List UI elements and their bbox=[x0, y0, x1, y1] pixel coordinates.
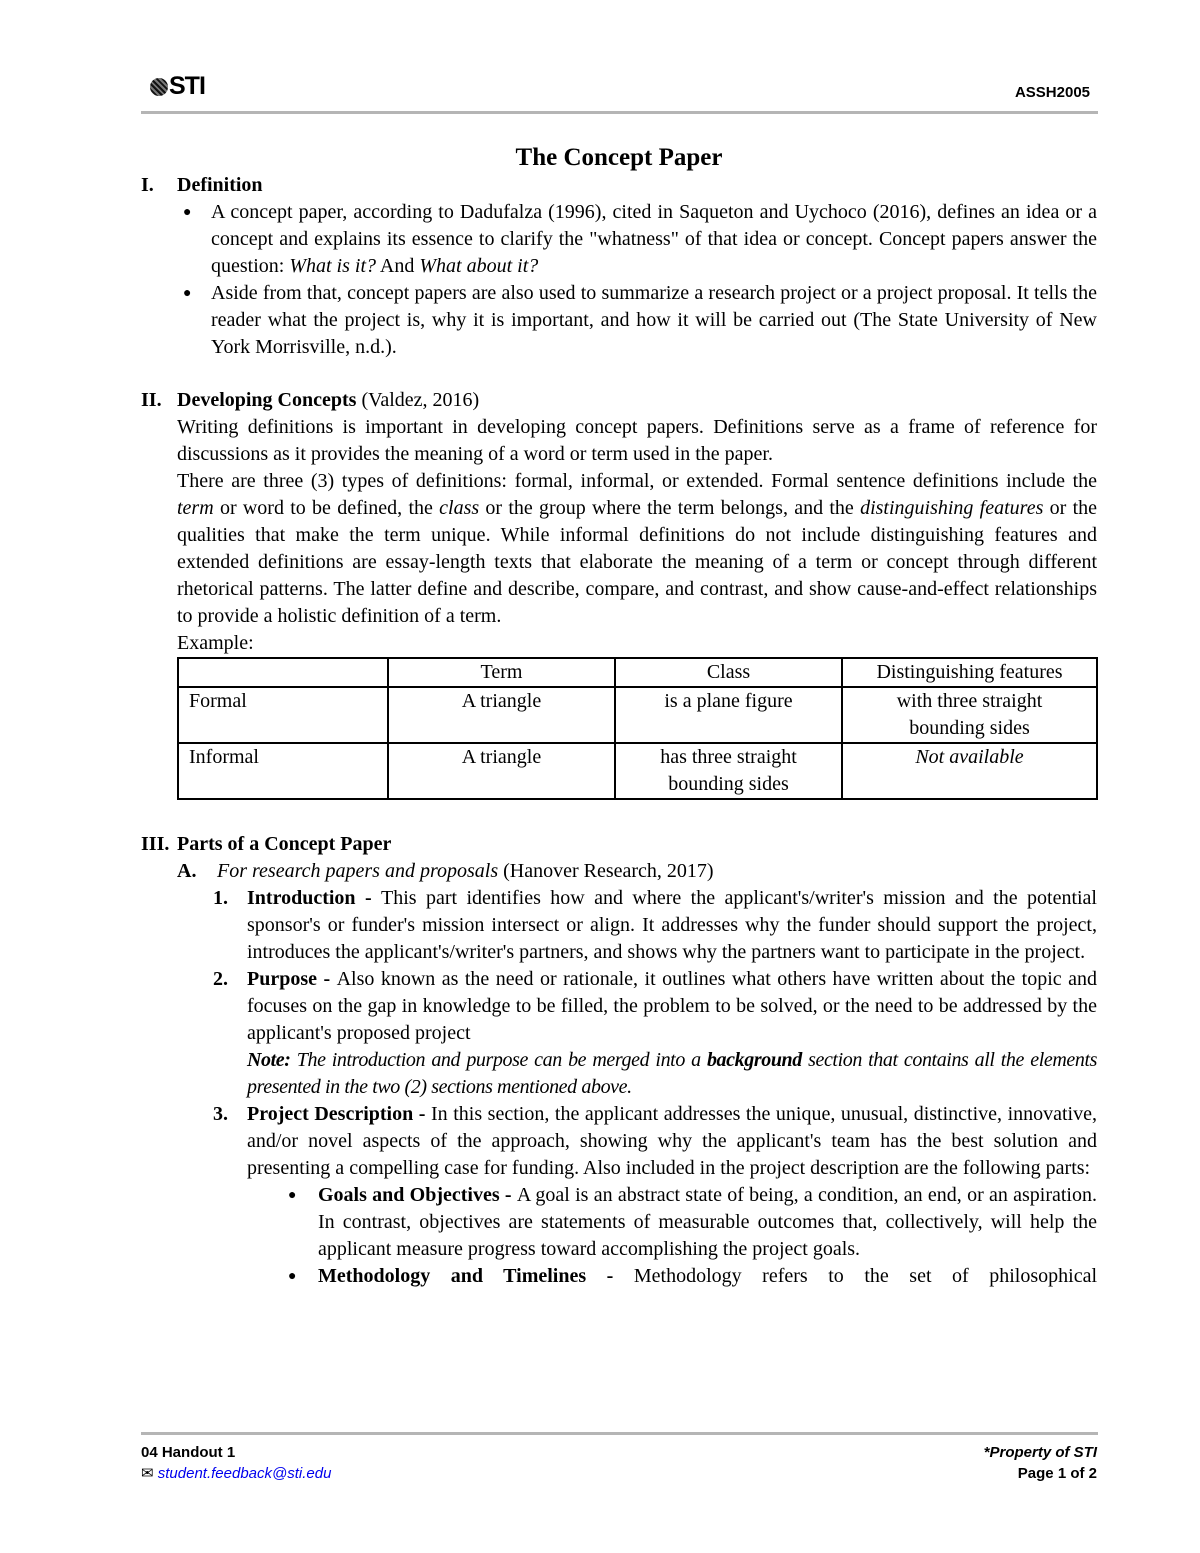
sub-bullet-item bbox=[288, 1182, 1097, 1263]
item-text bbox=[247, 966, 1097, 1047]
item-number: 2. bbox=[213, 968, 228, 990]
text-run: What is it? bbox=[289, 255, 377, 277]
bullet-item bbox=[177, 280, 1097, 361]
footer-left bbox=[141, 1442, 331, 1484]
item-text bbox=[247, 1101, 1097, 1182]
numbered-item bbox=[213, 966, 1097, 1101]
item-number: 3. bbox=[213, 1103, 228, 1125]
text-run: Goals and Objectives - bbox=[318, 1184, 517, 1206]
footer-right bbox=[984, 1442, 1097, 1484]
table-cell: Formal bbox=[178, 687, 388, 743]
text-run: class bbox=[439, 497, 480, 519]
section-numeral: III. bbox=[141, 833, 170, 855]
section-heading bbox=[141, 387, 1097, 414]
sub-bullet-item bbox=[288, 1263, 1097, 1290]
subsection-title: For research papers and proposals bbox=[217, 860, 499, 882]
handout-label: 04 Handout 1 bbox=[141, 1444, 236, 1461]
table-cell: A triangle bbox=[388, 687, 615, 743]
table-row bbox=[178, 743, 1097, 799]
globe-icon bbox=[150, 78, 168, 96]
table-cell: A triangle bbox=[388, 743, 615, 799]
subsection-citation: (Hanover Research, 2017) bbox=[498, 860, 714, 882]
table-header-row bbox=[178, 658, 1097, 687]
table-header: Class bbox=[615, 658, 842, 687]
section-heading bbox=[141, 172, 1097, 199]
table-cell: Informal bbox=[178, 743, 388, 799]
paragraph bbox=[177, 630, 1097, 657]
text-run: What about it? bbox=[419, 255, 539, 277]
note-text bbox=[247, 1047, 1097, 1101]
text-run: And bbox=[376, 255, 420, 277]
text-run: section that contains all the elements presented in the two (2) sections mentioned above. bbox=[247, 1049, 1097, 1098]
text-run: Methodology and Timelines - bbox=[318, 1265, 634, 1287]
section-title: Developing Concepts bbox=[177, 389, 357, 411]
header-divider bbox=[141, 111, 1098, 114]
envelope-icon: ✉ bbox=[141, 1465, 154, 1482]
text-run: Example: bbox=[177, 632, 254, 654]
paragraph bbox=[177, 414, 1097, 468]
text-run: Writing definitions is important in developing concept papers. Definitions serve as a frame of reference for discussions as it provides the meaning of a word or term used in the paper. bbox=[177, 416, 1097, 465]
section-numeral: II. bbox=[141, 389, 162, 411]
table-header: Distinguishing features bbox=[842, 658, 1097, 687]
bullet-item bbox=[177, 199, 1097, 280]
bullet-text bbox=[318, 1263, 1097, 1290]
bullet-text bbox=[318, 1182, 1097, 1263]
bullet-text bbox=[211, 199, 1097, 280]
table-cell: is a plane figure bbox=[615, 687, 842, 743]
document-body bbox=[141, 140, 1097, 1290]
text-run: Project Description - bbox=[247, 1103, 432, 1125]
text-run: The introduction and purpose can be merged into a bbox=[290, 1049, 707, 1071]
subsection-heading bbox=[177, 858, 1097, 885]
numbered-item bbox=[213, 885, 1097, 966]
table-header: Term bbox=[388, 658, 615, 687]
text-run: A goal is an abstract state of being, a condition, an end, or an aspiration. In contrast, objectives are statements of measurable outcomes that, collectively, will help the applicant measure progress toward accomplishing the project goals. bbox=[318, 1184, 1097, 1260]
table-header bbox=[178, 658, 388, 687]
text-run: or the group where the term belongs, and the bbox=[479, 497, 861, 519]
footer-divider bbox=[141, 1432, 1098, 1435]
bullet-text bbox=[211, 280, 1097, 361]
numbered-item bbox=[213, 1101, 1097, 1182]
course-code: ASSH2005 bbox=[1014, 84, 1090, 101]
subsection-label: A. bbox=[177, 860, 197, 882]
text-run: background bbox=[706, 1049, 802, 1071]
text-run: This part identifies how and where the applicant's/writer's mission and the potential sponsor's or funder's mission intersect or align. It addresses why the funder should support the project, introduces the applicant's/writer's partners, and shows why the partners want to participate in the project. bbox=[247, 887, 1097, 963]
section-title: Definition bbox=[177, 174, 263, 196]
page-number: Page 1 of 2 bbox=[1017, 1465, 1097, 1482]
bullet-icon: ● bbox=[288, 1188, 297, 1203]
text-run: There are three (3) types of definitions: formal, informal, or extended. Formal sentence definitions include the bbox=[177, 470, 1097, 492]
section-numeral: I. bbox=[141, 174, 154, 196]
table-row bbox=[178, 687, 1097, 743]
bullet-icon: ● bbox=[288, 1269, 297, 1284]
text-run: Aside from that, concept papers are also used to summarize a research project or a project proposal. It tells the reader what the project is, why it is important, and how it will be carried out (The State University of New York Morrisville, n.d.). bbox=[211, 282, 1097, 358]
property-notice: *Property of STI bbox=[983, 1444, 1097, 1461]
text-run: Also known as the need or rationale, it outlines what others have written about the topic and focuses on the gap in knowledge to be filled, the problem to be solved, or the need to be addressed by the applicant's proposed project bbox=[247, 968, 1097, 1044]
item-number: 1. bbox=[213, 887, 228, 909]
text-run: Methodology refers to the set of philosophical bbox=[633, 1265, 1098, 1287]
table-cell: Not available bbox=[842, 743, 1097, 799]
paragraph bbox=[177, 468, 1097, 630]
table-cell: has three straight bounding sides bbox=[615, 743, 842, 799]
bullet-icon: ● bbox=[183, 286, 192, 301]
text-run: or word to be defined, the bbox=[213, 497, 440, 519]
section-heading bbox=[141, 831, 1097, 858]
sti-logo bbox=[150, 72, 205, 101]
text-run: Introduction - bbox=[247, 887, 382, 909]
feedback-email-link[interactable]: student.feedback@sti.edu bbox=[157, 1465, 332, 1482]
definitions-table bbox=[177, 657, 1098, 800]
text-run: In this section, the applicant addresses the unique, unusual, distinctive, innovative, and/or novel aspects of the approach, showing why the applicant's team has the best solution and presenting a compelling case for funding. Also included in the project description are the following parts: bbox=[247, 1103, 1097, 1179]
text-run: Purpose - bbox=[247, 968, 337, 990]
bullet-icon: ● bbox=[183, 205, 192, 220]
section-citation: (Valdez, 2016) bbox=[356, 389, 480, 411]
page-title: The Concept Paper bbox=[515, 144, 723, 171]
text-run: distinguishing features bbox=[860, 497, 1044, 519]
text-run: Note: bbox=[247, 1049, 291, 1071]
text-run: or the qualities that make the term unique. While informal definitions do not include distinguishing features and extended definitions are essay-length texts that elaborate the meaning of a term or concept through different rhetorical patterns. The latter define and describe, compare, and contrast, and show cause-and-effect relationships to provide a holistic definition of a term. bbox=[177, 497, 1098, 627]
text-run: term bbox=[177, 497, 214, 519]
logo-text: STI bbox=[169, 72, 205, 100]
text-run: A concept paper, according to Dadufalza (1996), cited in Saqueton and Uychoco (2016), defines an idea or a concept and explains its essence to clarify the "whatness" of that idea or concept. Concept papers answer the question: bbox=[211, 201, 1097, 277]
item-text bbox=[247, 885, 1097, 966]
section-title: Parts of a Concept Paper bbox=[177, 833, 392, 855]
table-cell: with three straight bounding sides bbox=[842, 687, 1097, 743]
